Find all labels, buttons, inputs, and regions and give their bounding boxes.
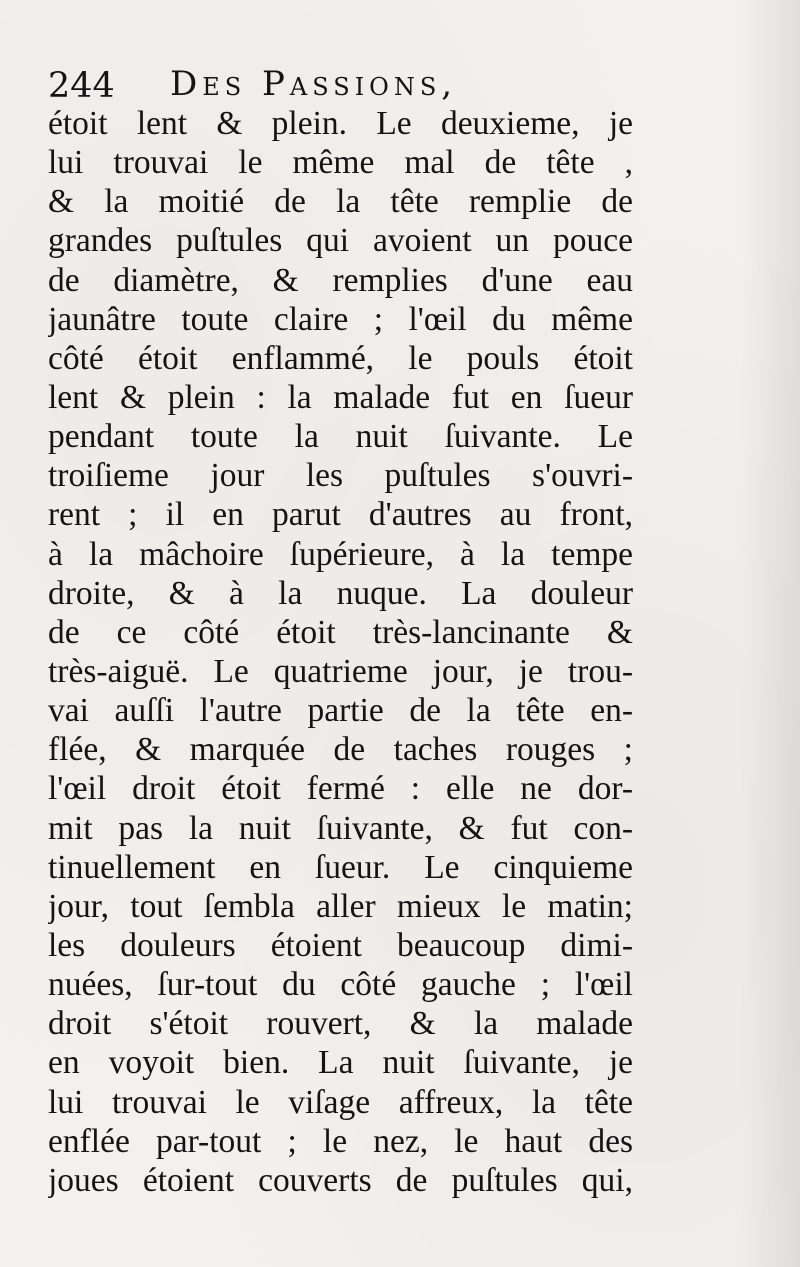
text-line: l'œil droit étoit fermé : elle ne dor-	[48, 770, 633, 808]
text-line: droit s'étoit rouvert, & la malade	[48, 1005, 633, 1043]
text-line: enflée par-tout ; le nez, le haut des	[48, 1122, 633, 1160]
text-line: les douleurs étoient beaucoup dimi-	[48, 926, 633, 964]
text-line: & la moitié de la tête remplie de	[48, 183, 633, 221]
text-line: très-aiguë. Le quatrieme jour, je trou-	[48, 652, 633, 690]
text-line: grandes puſtules qui avoient un pouce	[48, 222, 633, 260]
text-line: en voyoit bien. La nuit ſuivante, je	[48, 1044, 633, 1082]
body-text	[48, 104, 633, 1200]
text-line: droite, & à la nuque. La douleur	[48, 574, 633, 612]
text-line: jour, tout ſembla aller mieux le matin;	[48, 887, 633, 925]
text-line: côté étoit enflammé, le pouls étoit	[48, 339, 633, 377]
running-title: Des Passions,	[170, 64, 458, 104]
page-number: 244	[48, 66, 115, 106]
text-line: mit pas la nuit ſuivante, & fut con-	[48, 809, 633, 847]
text-line: lui trouvai le même mal de tête ,	[48, 144, 633, 182]
text-line: de ce côté étoit très-lancinante &	[48, 613, 633, 651]
text-line: lent & plein : la malade fut en ſueur	[48, 378, 633, 416]
text-line: de diamètre, & remplies d'une eau	[48, 261, 633, 299]
text-line: nuées, ſur-tout du côté gauche ; l'œil	[48, 966, 633, 1004]
text-line: pendant toute la nuit ſuivante. Le	[48, 418, 633, 456]
text-line: vai auſſi l'autre partie de la tête en-	[48, 692, 633, 730]
text-line: rent ; il en parut d'autres au front,	[48, 496, 633, 534]
text-line: tinuellement en ſueur. Le cinquieme	[48, 848, 633, 886]
text-line: à la mâchoire ſupérieure, à la tempe	[48, 535, 633, 573]
text-line: lui trouvai le viſage affreux, la tête	[48, 1083, 633, 1121]
page-edge-shadow	[740, 0, 800, 1267]
text-line: flée, & marquée de taches rouges ;	[48, 731, 633, 769]
text-line: joues étoient couverts de puſtules qui,	[48, 1161, 633, 1199]
text-line: étoit lent & plein. Le deuxieme, je	[48, 105, 633, 142]
text-line: jaunâtre toute claire ; l'œil du même	[48, 300, 633, 338]
text-line: troiſieme jour les puſtules s'ouvri-	[48, 457, 633, 495]
